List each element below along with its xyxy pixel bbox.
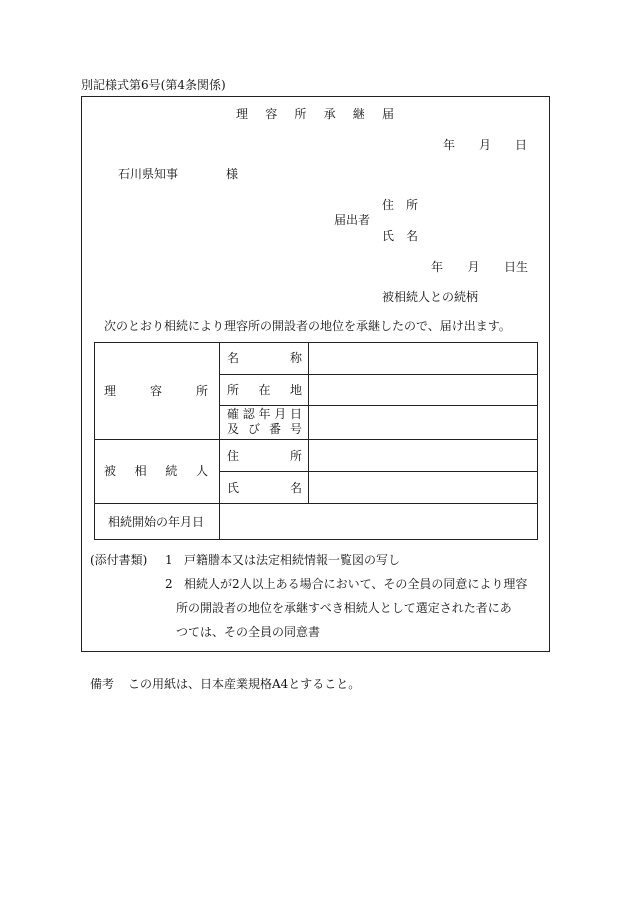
submission-date: [443, 139, 527, 151]
addressee-honorific: 様: [226, 167, 239, 181]
shop-group-char: 容: [149, 384, 162, 398]
addressee: 石川県知事: [118, 167, 179, 181]
confirm-char: 日: [289, 407, 302, 421]
title-char: 理: [236, 107, 249, 121]
shop-name-char: 称: [289, 351, 302, 365]
confirm-date-label: [227, 408, 302, 420]
name-char: 氏: [382, 229, 395, 243]
confirm-char: 月: [274, 407, 287, 421]
shop-group-label: [104, 385, 208, 397]
confirm-char: 年: [258, 407, 271, 421]
address-char: 住: [382, 198, 395, 212]
birth-date: [431, 261, 528, 273]
shop-name-label: [227, 352, 302, 364]
applicant-label: 届出者: [334, 213, 371, 227]
attachment-2-line-1: 相続人が2人以上ある場合において、その全員の同意により理容: [184, 577, 528, 591]
decedent-address-field[interactable]: [309, 440, 537, 471]
confirm-date-number-field[interactable]: [309, 406, 537, 439]
attachment-2-number: 2: [165, 577, 173, 591]
attachments-label: (添付書類): [90, 553, 148, 567]
decedent-address-label: [227, 450, 302, 462]
date-month: 月: [478, 138, 491, 152]
form-number-label: 別記様式第6号(第4条関係): [81, 78, 226, 92]
confirm-char: 号: [289, 422, 302, 436]
inheritance-start-date-field[interactable]: [220, 504, 537, 539]
title-char: 承: [323, 107, 336, 121]
decedent-group-char: 人: [195, 464, 208, 478]
decedent-group-char: 相: [134, 464, 147, 478]
shop-location-char: 在: [258, 383, 271, 397]
birth-day: 日生: [503, 260, 528, 274]
note-text: この用紙は、日本産業規格A4とすること。: [128, 677, 361, 691]
attachment-1-number: 1: [165, 553, 173, 567]
title-char: 所: [294, 107, 307, 121]
confirm-char: 及: [227, 422, 240, 436]
decedent-name-label: [227, 482, 302, 494]
decedent-group-char: 被: [104, 464, 117, 478]
title-char: 届: [381, 107, 394, 121]
decedent-name-char: 名: [289, 481, 302, 495]
shop-name-char: 名: [227, 351, 240, 365]
title-char: 容: [265, 107, 278, 121]
shop-location-label: [227, 384, 302, 396]
applicant-name-label: [382, 230, 418, 242]
attachment-2-line-2: 所の開設者の地位を承継すべき相続人として選定された者にあ: [176, 601, 512, 615]
shop-group-char: 理: [104, 384, 117, 398]
shop-location-field[interactable]: [309, 375, 537, 405]
decedent-group-char: 続: [165, 464, 178, 478]
address-char: 所: [405, 198, 418, 212]
shop-group-char: 所: [195, 384, 208, 398]
confirm-char: び: [247, 422, 260, 436]
attachment-2-line-3: つては、その全員の同意書: [176, 625, 321, 639]
title-char: 継: [352, 107, 365, 121]
applicant-address-label: [382, 199, 418, 211]
decedent-name-char: 氏: [227, 481, 240, 495]
decedent-name-field[interactable]: [309, 472, 537, 503]
decedent-group-label: [104, 465, 208, 477]
date-year: 年: [443, 138, 456, 152]
birth-year: 年: [431, 260, 444, 274]
attachment-1-text: 戸籍謄本又は法定相続情報一覧図の写し: [184, 553, 401, 567]
confirm-char: 認: [242, 407, 255, 421]
relation-label: 被相続人との続柄: [382, 290, 479, 304]
shop-name-field[interactable]: [309, 343, 537, 374]
shop-location-char: 地: [289, 383, 302, 397]
confirm-char: 番: [268, 422, 281, 436]
statement-text: 次のとおり相続により理容所の開設者の地位を承継したので、届け出ます。: [104, 319, 511, 333]
confirm-number-label: [227, 423, 302, 435]
decedent-address-char: 住: [227, 449, 240, 463]
note-label: 備考: [90, 677, 115, 691]
decedent-address-char: 所: [289, 449, 302, 463]
name-char: 名: [405, 229, 418, 243]
shop-location-char: 所: [227, 383, 240, 397]
date-day: 日: [514, 138, 527, 152]
inheritance-start-date-label: 相続開始の年月日: [108, 515, 205, 529]
form-title: [236, 108, 394, 120]
birth-month: 月: [467, 260, 480, 274]
confirm-char: 確: [227, 407, 240, 421]
